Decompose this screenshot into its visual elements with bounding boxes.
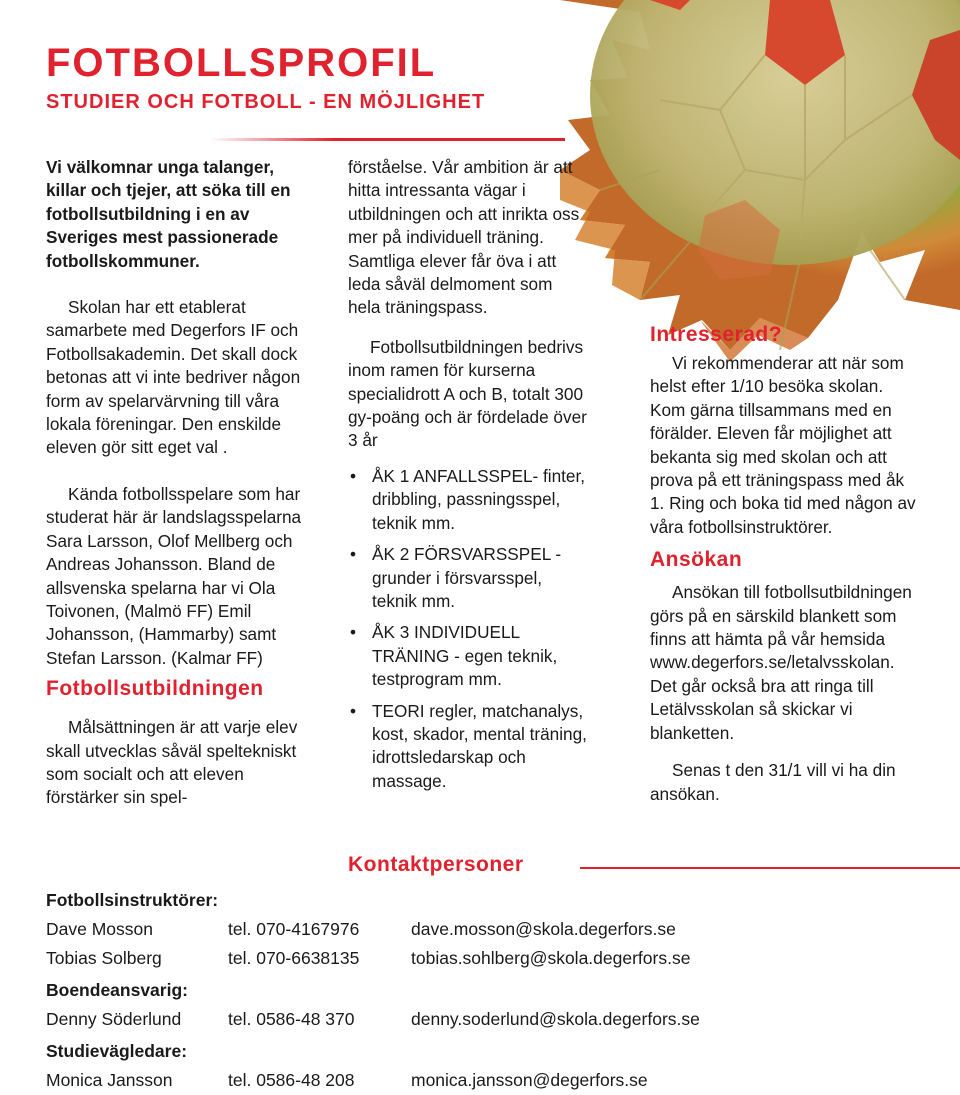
paragraph-deadline: Senas t den 31/1 vill vi ha din ansökan. bbox=[650, 760, 896, 804]
contact-name: Dave Mosson bbox=[46, 919, 153, 939]
paragraph-goal: Målsättningen är att varje elev skall utvecklas såväl speltekniskt som socialt och att eleven förstärker sin spel- bbox=[46, 717, 298, 808]
contact-email[interactable]: tobias.sohlberg@skola.degerfors.se bbox=[411, 948, 691, 968]
table-row bbox=[46, 1005, 926, 1034]
table-row bbox=[46, 1066, 926, 1095]
page-title: FOTBOLLSPROFIL bbox=[46, 41, 437, 85]
contact-name: Denny Söderlund bbox=[46, 1009, 182, 1029]
contact-phone: tel. 0586-48 208 bbox=[228, 1070, 355, 1090]
boarding-label: Boendeansvarig: bbox=[46, 980, 188, 1000]
list-item: • ÅK 3 INDIVIDUELL TRÄNING - egen teknik, testprogram mm. bbox=[348, 621, 588, 691]
paragraph-partnership: Skolan har ett etablerat samarbete med Degerfors IF och Fotbollsakademin. Det skall dock betonas att vi inte bedriver någon form av spelarvärvning till våra lokala föreningar. Den enskilde eleven gör sitt eget val . bbox=[46, 297, 301, 458]
year-list bbox=[348, 465, 588, 793]
list-item: • ÅK 2 FÖRSVARSSPEL - grunder i försvarsspel, teknik mm. bbox=[348, 543, 588, 613]
contact-phone: tel. 0586-48 370 bbox=[228, 1009, 355, 1029]
contact-email[interactable]: monica.jansson@degerfors.se bbox=[411, 1070, 648, 1090]
column-3 bbox=[650, 322, 920, 806]
contact-email[interactable]: dave.mosson@skola.degerfors.se bbox=[411, 919, 676, 939]
page-subtitle: STUDIER OCH FOTBOLL - EN MÖJLIGHET bbox=[46, 91, 486, 113]
contact-phone: tel. 070-4167976 bbox=[228, 919, 360, 939]
list-item: • TEORI regler, matchanalys, kost, skador, mental träning, idrottsledarskap och massage. bbox=[348, 700, 588, 794]
paragraph-courses: Fotbollsutbildningen bedrivs inom ramen för kurserna specialidrott A och B, totalt 300 gy-poäng och är fördelade över 3 år bbox=[348, 336, 587, 451]
heading-fotbollsutbildningen: Fotbollsutbildningen bbox=[46, 677, 264, 701]
contact-name: Tobias Solberg bbox=[46, 948, 162, 968]
paragraph-visit: Vi rekommenderar att när som helst efter 1/10 besöka skolan. Kom gärna tillsammans med en förälder. Eleven får möjlighet att bekanta sig med skolan och att prova på ett träningspass med åk 1. Ring och boka tid med någon av våra fotbollsinstruktörer. bbox=[650, 353, 916, 537]
heading-interested: Intresserad? bbox=[650, 323, 783, 346]
table-row bbox=[46, 915, 926, 944]
contacts-section bbox=[46, 886, 926, 1095]
paragraph-understanding: förståelse. Vår ambition är att hitta intressanta vägar i utbildningen och att inrikta oss mer på individuell träning. Samtliga elever får öva i att leda såväl delmoment som hela träningspass. bbox=[348, 157, 580, 318]
paragraph-application: Ansökan till fotbollsutbildningen görs på en särskild blankett som finns att hämta på vår hemsida www.degerfors.se/letalvsskolan. Det går också bra att ringa till Letälvsskolan så skickar vi blanketten. bbox=[650, 582, 912, 743]
instructors-label: Fotbollsinstruktörer: bbox=[46, 890, 219, 910]
heading-application: Ansökan bbox=[650, 548, 743, 572]
counselor-label: Studievägledare: bbox=[46, 1041, 188, 1061]
paragraph-famous-players: Kända fotbollsspelare som har studerat här är landslagsspelarna Sara Larsson, Olof Mellberg och Andreas Johansson. Bland de allsvenska spelarna har vi Ola Toivonen, (Malmö FF) Emil Johansson, (Hammarby) samt Stefan Larsson. (Kalmar FF) bbox=[46, 483, 302, 668]
table-row bbox=[46, 944, 926, 973]
heading-contacts: Kontaktpersoner bbox=[348, 853, 524, 876]
contact-phone: tel. 070-6638135 bbox=[228, 948, 360, 968]
column-2 bbox=[348, 156, 588, 801]
contact-name: Monica Jansson bbox=[46, 1070, 173, 1090]
intro-paragraph: Vi välkomnar unga talanger, killar och tjejer, att söka till en fotbollsutbildning i en av Sveriges mest passionerade fotbollskommuner. bbox=[46, 157, 291, 271]
column-1 bbox=[46, 156, 308, 810]
contact-email[interactable]: denny.soderlund@skola.degerfors.se bbox=[411, 1009, 700, 1029]
list-item: • ÅK 1 ANFALLSSPEL- finter, dribbling, passningsspel, teknik mm. bbox=[348, 465, 588, 535]
